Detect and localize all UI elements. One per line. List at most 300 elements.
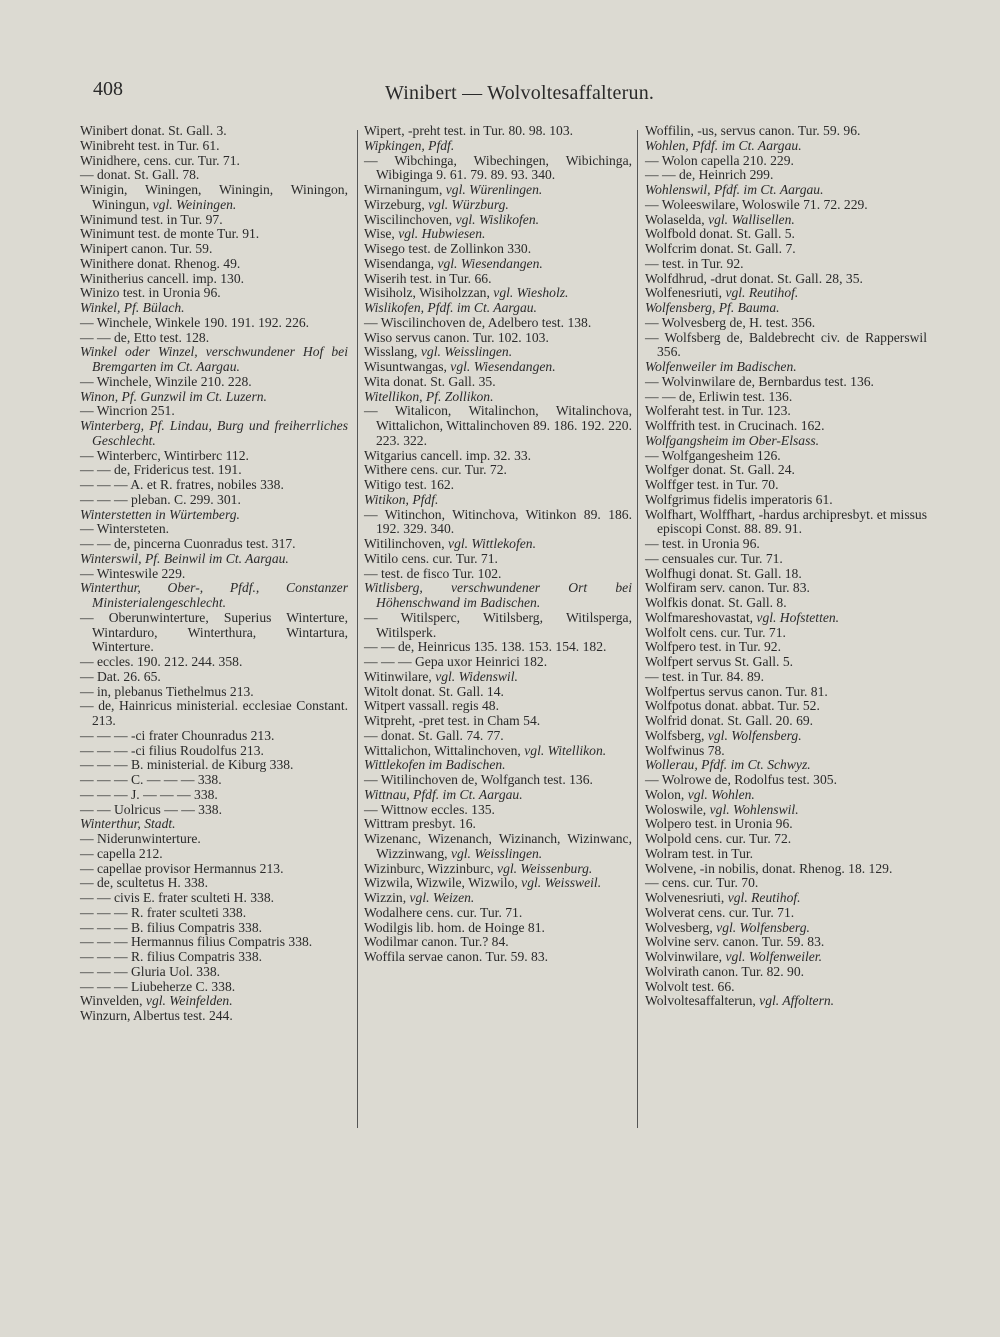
entry-text: — Witinchon, Witinchova, Witinkon 89. 186. 192. 329. 340.	[364, 506, 632, 537]
index-entry	[645, 994, 927, 1009]
index-entry	[645, 891, 927, 906]
index-entry	[645, 832, 927, 847]
index-entry	[645, 744, 927, 759]
index-entry	[80, 611, 348, 655]
index-entry	[364, 478, 632, 493]
entry-text: Wolfbold donat. St. Gall. 5.	[645, 226, 795, 242]
index-entry	[80, 876, 348, 891]
entry-text: vgl. Wallisellen.	[708, 211, 795, 227]
index-entry	[364, 463, 632, 478]
index-entry	[80, 685, 348, 700]
index-entry	[80, 950, 348, 965]
entry-text: Winon, Pf. Gunzwil im Ct. Luzern.	[80, 388, 267, 404]
entry-text: vgl. Weiningen.	[152, 196, 237, 212]
entry-text: — Wibchinga, Wibechingen, Wibichinga, Wibiginga 9. 61. 79. 89. 93. 340.	[364, 152, 632, 183]
index-entry	[645, 862, 927, 877]
entry-text: Witilo cens. cur. Tur. 71.	[364, 550, 498, 566]
entry-text: — Wittnow eccles. 135.	[364, 801, 495, 817]
entry-text: Wolfmareshovastat,	[645, 609, 757, 625]
entry-text: — Wintersteten.	[80, 521, 170, 537]
index-entry	[80, 213, 348, 228]
entry-text: Wizzin,	[364, 890, 410, 905]
index-entry	[80, 552, 348, 567]
index-entry	[80, 699, 348, 729]
entry-text: Wolfpertus servus canon. Tur. 81.	[645, 683, 828, 699]
index-entry	[364, 655, 632, 670]
index-entry	[645, 463, 927, 478]
entry-text: Winigin, Winingen, Winingin, Winingon, Winingun,	[80, 182, 348, 212]
index-entry	[364, 935, 632, 950]
entry-text: Winimund test. in Tur. 97.	[80, 211, 223, 227]
entry-text: Wolfdhrud, -drut donat. St. Gall. 28, 35.	[645, 270, 863, 286]
entry-text: — — civis E. frater sculteti H. 338.	[80, 890, 275, 905]
entry-text: Winibert donat. St. Gall. 3.	[80, 123, 227, 138]
entry-text: Woffilin, -us, servus canon. Tur. 59. 96.	[645, 123, 861, 138]
index-entry	[364, 699, 632, 714]
entry-text: — — de, Etto test. 128.	[80, 329, 210, 345]
entry-text: — Woleeswilare, Woloswile 71. 72. 229.	[645, 196, 868, 212]
entry-text: Wolvene, -in nobilis, donat. Rhenog. 18. 129.	[645, 860, 893, 876]
entry-text: Wolfgrimus fidelis imperatoris 61.	[645, 491, 833, 507]
index-entry	[80, 478, 348, 493]
index-entry	[364, 345, 632, 360]
index-entry	[364, 611, 632, 641]
index-entry	[80, 817, 348, 832]
entry-text: Winkel oder Winzel, verschwundener Hof bei Bremgarten im Ct. Aargau.	[80, 344, 348, 374]
index-entry	[364, 567, 632, 582]
entry-text: — — — Gluria Uol. 338.	[80, 963, 221, 979]
index-entry	[645, 788, 927, 803]
entry-text: vgl. Wislikofen.	[455, 211, 540, 227]
entry-text: Wohlenswil, Pfdf. im Ct. Aargau.	[645, 182, 824, 197]
entry-text: — Oberunwinterture, Superius Winterture, Wintarduro, Winterthura, Wintartura, Winterture.	[80, 609, 348, 655]
index-entry	[364, 198, 632, 213]
entry-text: Wipert, -preht test. in Tur. 80. 98. 103.	[364, 123, 574, 138]
index-entry	[645, 434, 927, 449]
index-entry	[645, 640, 927, 655]
entry-text: Winvelden,	[80, 993, 146, 1009]
entry-text: Wodalhere cens. cur. Tur. 71.	[364, 904, 523, 920]
index-entry	[645, 404, 927, 419]
index-entry	[80, 375, 348, 390]
entry-text: — de, Hainricus ministerial. ecclesiae Constant. 213.	[80, 698, 348, 728]
index-entry	[80, 788, 348, 803]
index-entry	[364, 891, 632, 906]
index-entry	[80, 522, 348, 537]
index-entry	[645, 596, 927, 611]
entry-text: Wittlekofen im Badischen.	[364, 757, 506, 773]
entry-text: vgl. Reutihof.	[725, 285, 799, 301]
index-entry	[645, 758, 927, 773]
entry-text: vgl. Wohlen.	[687, 786, 755, 802]
index-entry	[645, 375, 927, 390]
entry-text: Wolfhugi donat. St. Gall. 18.	[645, 565, 802, 581]
entry-text: — — — pleban. C. 299. 301.	[80, 491, 241, 507]
index-entry	[645, 980, 927, 995]
entry-text: Wolvinwilare,	[645, 949, 726, 964]
entry-text: vgl. Wittlekofen.	[448, 536, 536, 551]
index-entry	[645, 537, 927, 552]
entry-text: Wizinburc, Wizzinburc,	[364, 860, 498, 876]
entry-text: — Witilinchoven de, Wolfganch test. 136.	[364, 772, 593, 787]
entry-text: Wolpero test. in Uronia 96.	[645, 816, 793, 832]
entry-text: — Witilsperc, Witilsberg, Witilsperga, Witilsperk.	[364, 609, 632, 640]
entry-text: Wizenanc, Wizenanch, Wizinanch, Wizinwanc, Wizzinwang,	[364, 831, 632, 861]
index-entry	[645, 655, 927, 670]
entry-text: — — — -ci filius Roudolfus 213.	[80, 742, 264, 758]
entry-text: Wolfger donat. St. Gall. 24.	[645, 462, 795, 478]
index-entry	[80, 301, 348, 316]
index-entry	[364, 862, 632, 877]
entry-text: — — — Liubeherze C. 338.	[80, 978, 236, 994]
entry-text: Wirzeburg,	[364, 196, 429, 212]
index-entry	[645, 611, 927, 626]
entry-text: — Winteswile 229.	[80, 565, 186, 581]
index-entry	[80, 139, 348, 154]
entry-text: Wolaselda,	[645, 211, 709, 227]
index-entry	[364, 685, 632, 700]
entry-text: — Dat. 26. 65.	[80, 668, 161, 684]
index-entry	[364, 301, 632, 316]
entry-text: Winidhere, cens. cur. Tur. 71.	[80, 152, 240, 168]
index-entry	[80, 670, 348, 685]
entry-text: Winkel, Pf. Bülach.	[80, 300, 185, 315]
entry-text: vgl. Wohlenswil.	[709, 801, 799, 817]
entry-text: vgl. Wiesholz.	[493, 285, 569, 301]
entry-text: vgl. Wiesendangen.	[450, 359, 556, 374]
entry-text: — Niderunwinterture.	[80, 831, 201, 846]
index-entry	[645, 198, 927, 213]
entry-text: Wolfcrim donat. St. Gall. 7.	[645, 241, 796, 256]
index-entry	[80, 493, 348, 508]
index-entry	[645, 552, 927, 567]
index-entry	[645, 213, 927, 228]
entry-text: Winterswil, Pf. Beinwil im Ct. Aargau.	[80, 550, 289, 566]
index-entry	[645, 390, 927, 405]
entry-text: Witgarius cancell. imp. 32. 33.	[364, 447, 532, 463]
entry-text: — — — B. filius Compatris 338.	[80, 919, 263, 935]
index-entry	[364, 404, 632, 448]
index-entry	[645, 449, 927, 464]
entry-text: vgl. Weizen.	[409, 890, 475, 905]
index-entry	[645, 699, 927, 714]
entry-text: vgl. Weissenburg.	[497, 860, 593, 876]
entry-text: — — — Gepa uxor Heinrici 182.	[364, 654, 548, 669]
entry-text: Wolferaht test. in Tur. 123.	[645, 403, 791, 419]
entry-text: Wisendanga,	[364, 255, 438, 271]
entry-text: — test. in Uronia 96.	[645, 536, 760, 551]
index-entry	[80, 832, 348, 847]
index-entry	[80, 773, 348, 788]
entry-text: vgl. Wolfensberg.	[707, 727, 802, 743]
entry-text: Wise,	[364, 226, 399, 242]
entry-text: Wipkingen, Pfdf.	[364, 137, 455, 153]
entry-text: Wolon,	[645, 786, 688, 802]
index-entry	[80, 449, 348, 464]
entry-text: — censuales cur. Tur. 71.	[645, 550, 783, 566]
index-entry	[364, 508, 632, 538]
entry-text: — — de, pincerna Cuonradus test. 317.	[80, 536, 296, 551]
entry-text: — — Uolricus — — 338.	[80, 801, 222, 817]
entry-text: vgl. Wolfensberg.	[716, 919, 810, 935]
index-entry	[364, 670, 632, 685]
entry-text: — Wolvinwilare de, Bernbardus test. 136.	[645, 373, 874, 389]
entry-text: Winterberg, Pf. Lindau, Burg und freiherrliches Geschlecht.	[80, 418, 348, 448]
entry-text: — — — Hermannus filius Compatris 338.	[80, 934, 313, 950]
entry-text: — — — C. — — — 338.	[80, 772, 222, 787]
index-entry	[364, 773, 632, 788]
entry-text: Wittram presbyt. 16.	[364, 816, 476, 832]
entry-text: Witpreht, -pret test. in Cham 54.	[364, 713, 541, 728]
index-entry	[80, 345, 348, 375]
index-entry	[80, 847, 348, 862]
entry-text: Woloswile,	[645, 801, 710, 817]
entry-text: Wodilgis lib. hom. de Hoinge 81.	[364, 919, 545, 935]
entry-text: — Wincrion 251.	[80, 403, 175, 419]
index-entry	[645, 950, 927, 965]
index-entry	[364, 729, 632, 744]
entry-text: Winterstetten in Würtemberg.	[80, 506, 240, 522]
index-entry	[80, 729, 348, 744]
index-entry	[364, 213, 632, 228]
entry-text: vgl. Weisslingen.	[420, 344, 513, 360]
entry-text: vgl. Würenlingen.	[445, 182, 543, 197]
index-entry	[80, 508, 348, 523]
index-entry	[364, 876, 632, 891]
entry-text: Wittnau, Pfdf. im Ct. Aargau.	[364, 786, 523, 802]
index-entry	[80, 331, 348, 346]
index-entry	[364, 227, 632, 242]
index-entry	[364, 124, 632, 139]
index-entry	[645, 803, 927, 818]
index-entry	[364, 390, 632, 405]
index-entry	[364, 817, 632, 832]
entry-text: — test. in Tur. 84. 89.	[645, 668, 764, 684]
column-divider	[637, 130, 638, 1128]
entry-text: Witellikon, Pf. Zollikon.	[364, 388, 494, 404]
column-divider	[357, 130, 358, 1128]
entry-text: Wolvolt test. 66.	[645, 978, 735, 994]
entry-text: Wolfpert servus St. Gall. 5.	[645, 654, 794, 669]
index-entry	[80, 537, 348, 552]
entry-text: vgl. Hofstetten.	[756, 609, 840, 625]
column-1	[80, 124, 348, 1024]
index-entry	[645, 360, 927, 375]
index-entry	[364, 286, 632, 301]
index-entry	[645, 876, 927, 891]
index-entry	[80, 404, 348, 419]
entry-text: Wollerau, Pfdf. im Ct. Schwyz.	[645, 757, 811, 773]
entry-text: vgl. Reutihof.	[727, 890, 801, 905]
index-entry	[364, 714, 632, 729]
entry-text: — test. in Tur. 92.	[645, 255, 744, 271]
entry-text: — Wiscilinchoven de, Adelbero test. 138.	[364, 314, 592, 330]
index-entry	[80, 242, 348, 257]
index-entry	[364, 272, 632, 287]
index-entry	[80, 980, 348, 995]
entry-text: Wolfsberg,	[645, 727, 708, 743]
entry-text: vgl. Weisslingen.	[450, 845, 543, 861]
entry-text: Winimunt test. de monte Tur. 91.	[80, 226, 260, 242]
entry-text: Wirnaningum,	[364, 182, 446, 197]
index-entry	[364, 640, 632, 655]
entry-text: Wolffger test. in Tur. 70.	[645, 477, 779, 492]
index-entry	[645, 419, 927, 434]
index-entry	[645, 935, 927, 950]
index-entry	[80, 168, 348, 183]
entry-text: Wolverat cens. cur. Tur. 71.	[645, 904, 795, 920]
index-entry	[364, 242, 632, 257]
entry-text: — eccles. 190. 212. 244. 358.	[80, 654, 243, 669]
running-head: Winibert — Wolvoltesaffalterun.	[385, 82, 655, 104]
index-entry	[80, 316, 348, 331]
entry-text: Wisiholz, Wisiholzzan,	[364, 285, 494, 301]
entry-text: Winitherius cancell. imp. 130.	[80, 270, 245, 286]
index-entry	[645, 242, 927, 257]
entry-text: Wolfenweiler im Badischen.	[645, 359, 797, 374]
entry-text: Wolvine serv. canon. Tur. 59. 83.	[645, 934, 825, 950]
index-entry	[645, 581, 927, 596]
entry-text: Wohlen, Pfdf. im Ct. Aargau.	[645, 137, 802, 153]
index-entry	[364, 139, 632, 154]
index-entry	[645, 154, 927, 169]
index-entry	[645, 272, 927, 287]
entry-text: Winzurn, Albertus test. 244.	[80, 1008, 233, 1023]
entry-text: Wolfensberg, Pf. Bauma.	[645, 300, 780, 315]
index-entry	[364, 449, 632, 464]
index-entry	[645, 168, 927, 183]
index-entry	[364, 581, 632, 611]
entry-text: vgl. Wiesendangen.	[437, 255, 543, 271]
index-entry	[645, 567, 927, 582]
entry-text: — donat. St. Gall. 78.	[80, 167, 200, 183]
entry-text: Wolffrith test. in Crucinach. 162.	[645, 418, 825, 433]
entry-text: Wolfenesriuti,	[645, 285, 726, 301]
entry-text: Wolfkis donat. St. Gall. 8.	[645, 595, 787, 610]
index-entry	[645, 124, 927, 139]
entry-text: Winipert canon. Tur. 59.	[80, 241, 213, 256]
entry-text: — Wolrowe de, Rodolfus test. 305.	[645, 772, 837, 787]
index-entry	[364, 788, 632, 803]
entry-text: Winibreht test. in Tur. 61.	[80, 137, 220, 153]
entry-text: Wolfpotus donat. abbat. Tur. 52.	[645, 698, 820, 714]
entry-text: Wolvirath canon. Tur. 82. 90.	[645, 963, 805, 979]
index-entry	[645, 257, 927, 272]
entry-text: Wolram test. in Tur.	[645, 845, 754, 861]
index-entry	[80, 906, 348, 921]
entry-text: Wolfwinus 78.	[645, 742, 725, 758]
entry-text: vgl. Weinfelden.	[145, 993, 233, 1009]
index-entry	[645, 729, 927, 744]
entry-text: Wisego test. de Zollinkon 330.	[364, 241, 532, 256]
index-entry	[364, 906, 632, 921]
entry-text: — — — B. ministerial. de Kiburg 338.	[80, 757, 294, 773]
entry-text: Wolpold cens. cur. Tur. 72.	[645, 831, 792, 846]
index-entry	[645, 183, 927, 198]
index-entry	[645, 331, 927, 361]
entry-text: Wislikofen, Pfdf. im Ct. Aargau.	[364, 300, 537, 315]
index-entry	[80, 124, 348, 139]
index-entry	[645, 478, 927, 493]
index-entry	[645, 685, 927, 700]
index-entry	[80, 803, 348, 818]
index-entry	[80, 257, 348, 272]
index-entry	[645, 626, 927, 641]
entry-text: — — — -ci frater Chounradus 213.	[80, 727, 275, 743]
index-entry	[364, 360, 632, 375]
index-entry	[80, 463, 348, 478]
index-entry	[80, 581, 348, 611]
entry-text: — Winterberc, Wintirberc 112.	[80, 447, 249, 463]
entry-text: Wiso servus canon. Tur. 102. 103.	[364, 329, 549, 345]
entry-text: Woffila servae canon. Tur. 59. 83.	[364, 949, 549, 964]
entry-text: — — — J. — — — 338.	[80, 786, 218, 802]
entry-text: — test. de fisco Tur. 102.	[364, 565, 502, 581]
index-entry	[364, 493, 632, 508]
entry-text: Wolfpero test. in Tur. 92.	[645, 639, 781, 655]
index-entry	[80, 183, 348, 213]
index-entry	[80, 390, 348, 405]
entry-text: Wolfgangsheim im Ober-Elsass.	[645, 432, 820, 448]
entry-text: Withere cens. cur. Tur. 72.	[364, 462, 507, 478]
entry-text: Witpert vassall. regis 48.	[364, 698, 499, 714]
index-entry	[364, 832, 632, 862]
index-entry	[80, 655, 348, 670]
entry-text: — — — R. filius Compatris 338.	[80, 949, 263, 964]
entry-text: — — de, Heinrich 299.	[645, 167, 774, 183]
entry-text: Witolt donat. St. Gall. 14.	[364, 683, 504, 699]
entry-text: vgl. Affoltern.	[759, 993, 835, 1009]
entry-text: Wizwila, Wizwile, Wizwilo,	[364, 875, 522, 891]
entry-text: Witlisberg, verschwundener Ort bei Höhenschwand im Badischen.	[364, 580, 632, 610]
entry-text: Witinwilare,	[364, 668, 436, 684]
index-entry	[364, 154, 632, 184]
entry-text: vgl. Wolfenweiler.	[725, 949, 822, 964]
entry-text: vgl. Würzburg.	[428, 196, 509, 212]
index-entry	[364, 316, 632, 331]
index-entry	[364, 331, 632, 346]
entry-text: Wolvoltesaffalterun,	[645, 993, 760, 1009]
index-entry	[645, 670, 927, 685]
entry-text: — Wolfgangesheim 126.	[645, 447, 781, 463]
entry-text: Wita donat. St. Gall. 35.	[364, 373, 496, 389]
entry-text: — — — R. frater sculteti 338.	[80, 904, 247, 920]
index-entry	[364, 744, 632, 759]
entry-text: Wittalichon, Wittalinchoven,	[364, 742, 525, 758]
index-entry	[645, 817, 927, 832]
column-2	[364, 124, 632, 965]
entry-text: Wolvenesriuti,	[645, 890, 728, 905]
entry-text: Wolfiram serv. canon. Tur. 83.	[645, 580, 810, 596]
entry-text: — Winchele, Winzile 210. 228.	[80, 373, 252, 389]
index-entry	[80, 1009, 348, 1024]
entry-text: Wisslang,	[364, 344, 421, 360]
index-entry	[364, 921, 632, 936]
index-entry	[80, 935, 348, 950]
index-entry	[645, 965, 927, 980]
index-entry	[645, 508, 927, 538]
index-entry	[80, 286, 348, 301]
entry-text: Wiscilinchoven,	[364, 211, 456, 227]
entry-text: — — de, Fridericus test. 191.	[80, 462, 242, 478]
index-entry	[80, 965, 348, 980]
index-entry	[645, 286, 927, 301]
entry-text: — capellae provisor Hermannus 213.	[80, 860, 284, 876]
index-entry	[645, 714, 927, 729]
index-entry	[80, 994, 348, 1009]
entry-text: vgl. Witellikon.	[524, 742, 607, 758]
index-entry	[645, 227, 927, 242]
